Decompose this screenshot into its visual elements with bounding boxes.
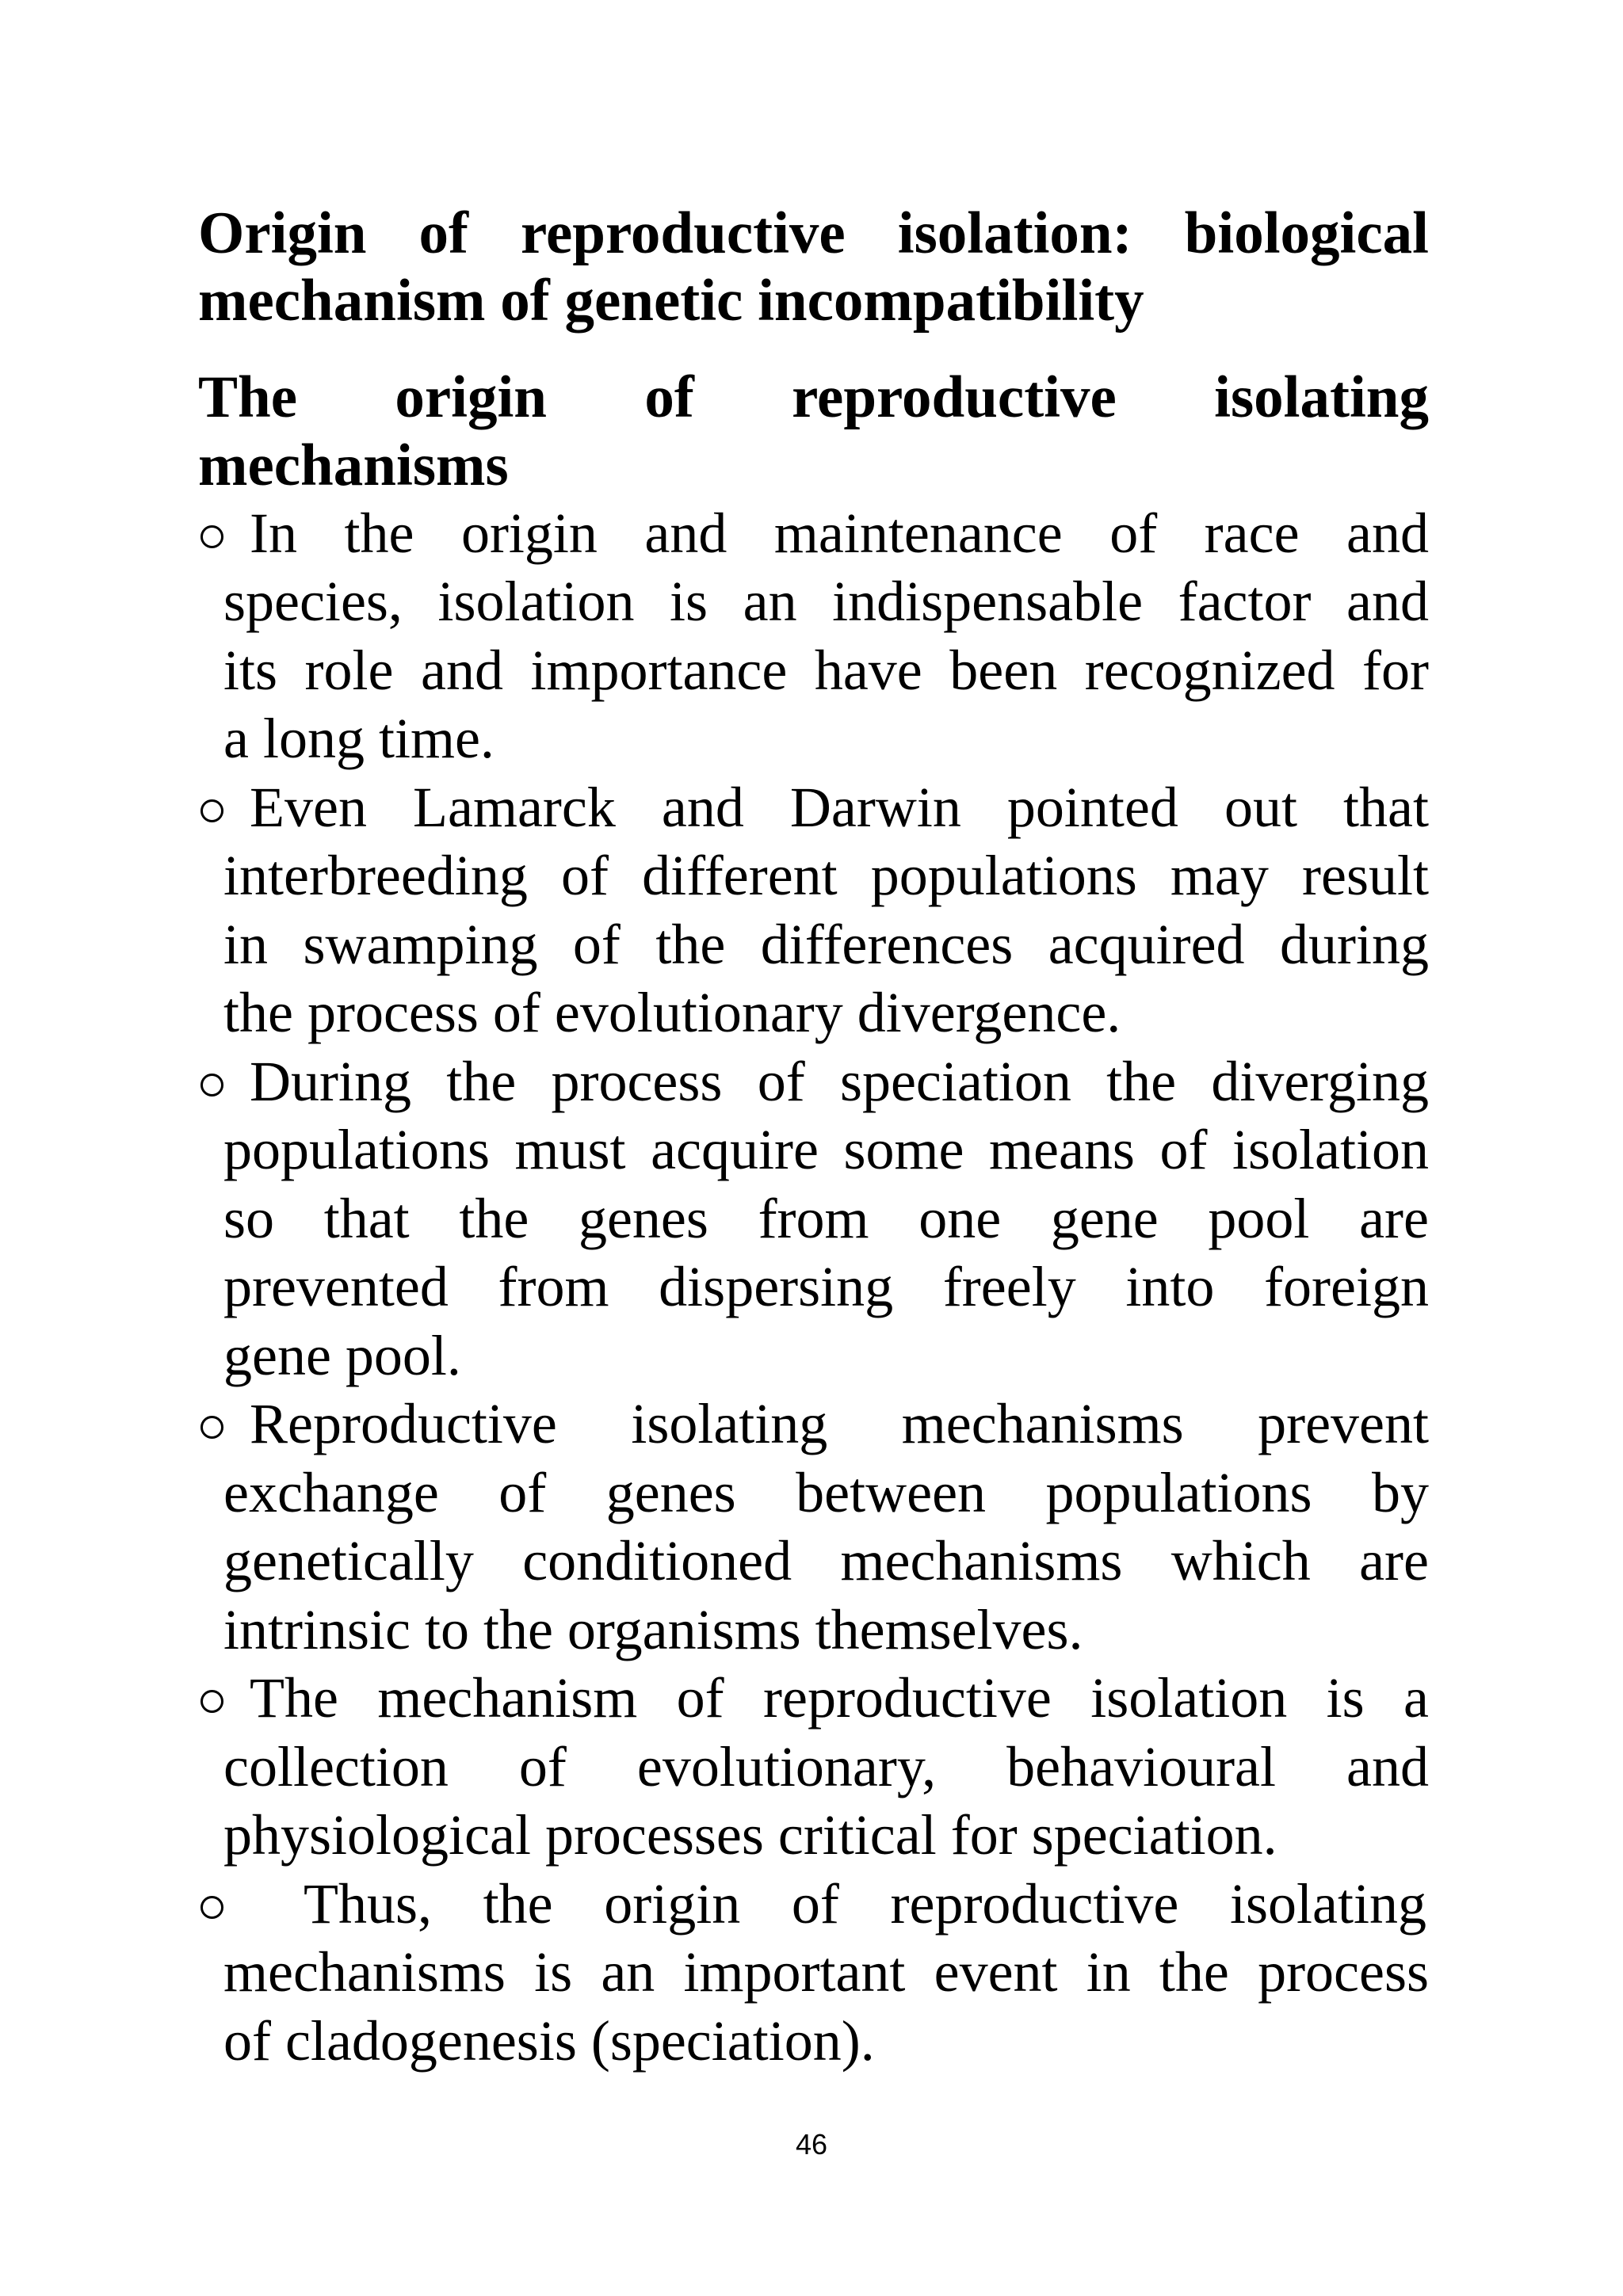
bullet-line: its role and importance have been recognized for (223, 639, 1429, 702)
bullet-line: In the origin and maintenance of race and (250, 502, 1429, 565)
page-number: 46 (795, 2128, 828, 2161)
bullet-line: populations must acquire some means of isolation (223, 1118, 1429, 1181)
bullet-line: mechanisms is an important event in the process (223, 1940, 1429, 2004)
bullet-line: collection of evolutionary, behavioural and (223, 1735, 1429, 1798)
title-line: mechanism of genetic incompatibility (198, 268, 1144, 334)
bullet-line: During the process of speciation the diverging (250, 1050, 1429, 1113)
hollow-circle-bullet-icon (200, 1074, 223, 1097)
bullet-line: in swamping of the differences acquired during (223, 913, 1429, 976)
bullet-line: The mechanism of reproductive isolation is a (250, 1666, 1429, 1730)
hollow-circle-bullet-icon (200, 1896, 223, 1919)
bullet-line: physiological processes critical for speciation. (223, 1803, 1277, 1867)
heading-line: The origin of reproductive isolating (198, 364, 1429, 430)
bullet-line: exchange of genes between populations by (223, 1461, 1429, 1524)
bullet-line: the process of evolutionary divergence. (223, 981, 1121, 1044)
bullet-line: interbreeding of different populations may result (223, 844, 1429, 907)
hollow-circle-bullet-icon (200, 525, 223, 548)
bullet-line: of cladogenesis (speciation). (223, 2009, 875, 2073)
bullet-line: Even Lamarck and Darwin pointed out that (250, 776, 1429, 839)
bullet-line: Reproductive isolating mechanisms prevent (250, 1392, 1429, 1455)
bullet-line: a long time. (223, 707, 495, 770)
title-line: Origin of reproductive isolation: biological (198, 200, 1429, 266)
heading-line: mechanisms (198, 433, 509, 498)
bullet-line: intrinsic to the organisms themselves. (223, 1598, 1083, 1661)
bullet-line: so that the genes from one gene pool are (223, 1187, 1429, 1250)
bullet-line: genetically conditioned mechanisms which are (223, 1529, 1429, 1592)
bullet-line: species, isolation is an indispensable factor and (223, 570, 1429, 633)
hollow-circle-bullet-icon (200, 799, 223, 822)
bullet-line: Thus, the origin of reproductive isolating (304, 1872, 1426, 1936)
hollow-circle-bullet-icon (200, 1690, 223, 1713)
bullet-line: gene pool. (223, 1324, 461, 1387)
hollow-circle-bullet-icon (200, 1416, 223, 1439)
bullet-line: prevented from dispersing freely into foreign (223, 1255, 1429, 1318)
